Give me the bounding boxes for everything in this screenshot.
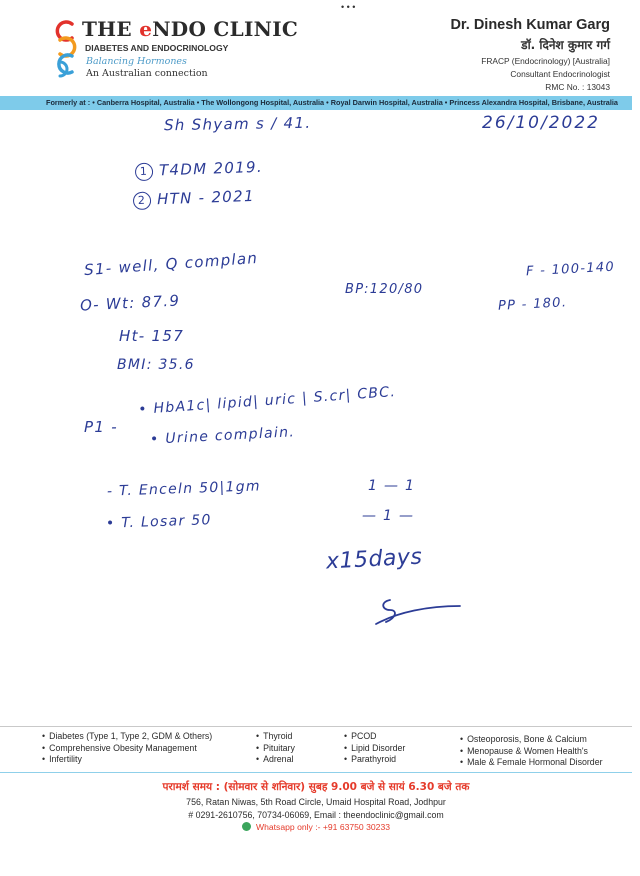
consultation-hours: परामर्श समय : (सोमवार से शनिवार) सुबह 9.00 बजे से सायं 6.30 बजे तक [162,781,470,793]
doctor-title: Consultant Endocrinologist [510,69,610,79]
history-item: 1 T4DM 2019. [135,158,263,181]
bmi: BMI: 35.6 [117,357,195,373]
scan-dot: • • • [341,2,356,12]
formerly-text: • Canberra Hospital, Australia • The Wollongong Hospital, Australia • Royal Darwin Hospital, Australia • Princess Alexandra Hospital, Brisbane, Australia [92,98,618,107]
medication-dose: — 1 — [362,508,415,524]
footer-divider [0,772,632,773]
prescription-date: 26/10/2022 [482,113,600,133]
plan-item: • Urine complain. [149,424,296,448]
clinic-connection: An Australian connection [86,68,208,79]
clinic-logo-icon [50,18,82,80]
formerly-label: Formerly at : [46,98,91,107]
footer-divider [0,726,632,727]
service-item: • Lipid Disorder [344,743,405,755]
pp-sugar: PP - 180. [497,295,568,314]
whatsapp-icon [242,822,251,831]
doctor-rmc: RMC No. : 13043 [545,82,610,92]
clinic-contact: # 0291-2610756, 70734-06069, Email : theendoclinic@gmail.com [188,810,444,820]
service-item: • Thyroid [256,731,295,743]
service-item: • Parathyroid [344,754,405,766]
doctor-signature [368,592,468,632]
service-item: • Comprehensive Obesity Management [42,743,212,755]
plan-label: P1 - [84,418,118,436]
services-column [344,731,405,766]
medication-dose: 1 — 1 [368,478,416,494]
doctor-name: Dr. Dinesh Kumar Garg [450,17,610,33]
doctor-qualification: FRACP (Endocrinology) [Australia] [481,56,610,66]
services-column [42,731,212,766]
clinic-name: THE eNDO CLINIC [82,17,299,41]
service-item: • Osteoporosis, Bone & Calcium [460,734,603,746]
service-item: • Diabetes (Type 1, Type 2, GDM & Others) [42,731,212,743]
patient-name: Sh Shyam s / 41. [163,113,312,135]
treatment-duration: x15days [325,544,424,575]
service-item: • Menopause & Women Health's [460,746,603,758]
clinic-address: 756, Ratan Niwas, 5th Road Circle, Umaid Hospital Road, Jodhpur [186,797,446,807]
services-column [460,734,603,769]
whatsapp-line [0,822,632,832]
clinic-tagline: Balancing Hormones [86,56,187,67]
subjective-note: S1- well, Q complan [83,248,259,280]
plan-item: • HbA1c| lipid| uric | S.cr| CBC. [137,384,397,418]
history-item: 2 HTN - 2021 [133,187,255,210]
medication-name: • T. Losar 50 [105,512,212,532]
doctor-details [350,17,610,92]
medication-name: - T. Enceln 50|1gm [106,478,262,500]
clinic-subtitle: DIABETES AND ENDOCRINOLOGY [85,43,229,53]
history-number: 1 [135,162,154,181]
services-column [256,731,295,766]
service-item: • PCOD [344,731,405,743]
service-item: • Pituitary [256,743,295,755]
service-item: • Male & Female Hormonal Disorder [460,757,603,769]
doctor-name-hindi: डॉ. दिनेश कुमार गर्ग [521,38,610,52]
weight: O- Wt: 87.9 [79,291,181,315]
history-number: 2 [133,191,152,210]
whatsapp-number: Whatsapp only :- +91 63750 30233 [255,822,391,832]
height: Ht- 157 [119,327,185,345]
blood-pressure: BP:120/80 [345,282,424,297]
formerly-band [0,96,632,110]
service-item: • Adrenal [256,754,295,766]
fasting-sugar: F - 100-140 [525,259,616,280]
service-item: • Infertility [42,754,212,766]
